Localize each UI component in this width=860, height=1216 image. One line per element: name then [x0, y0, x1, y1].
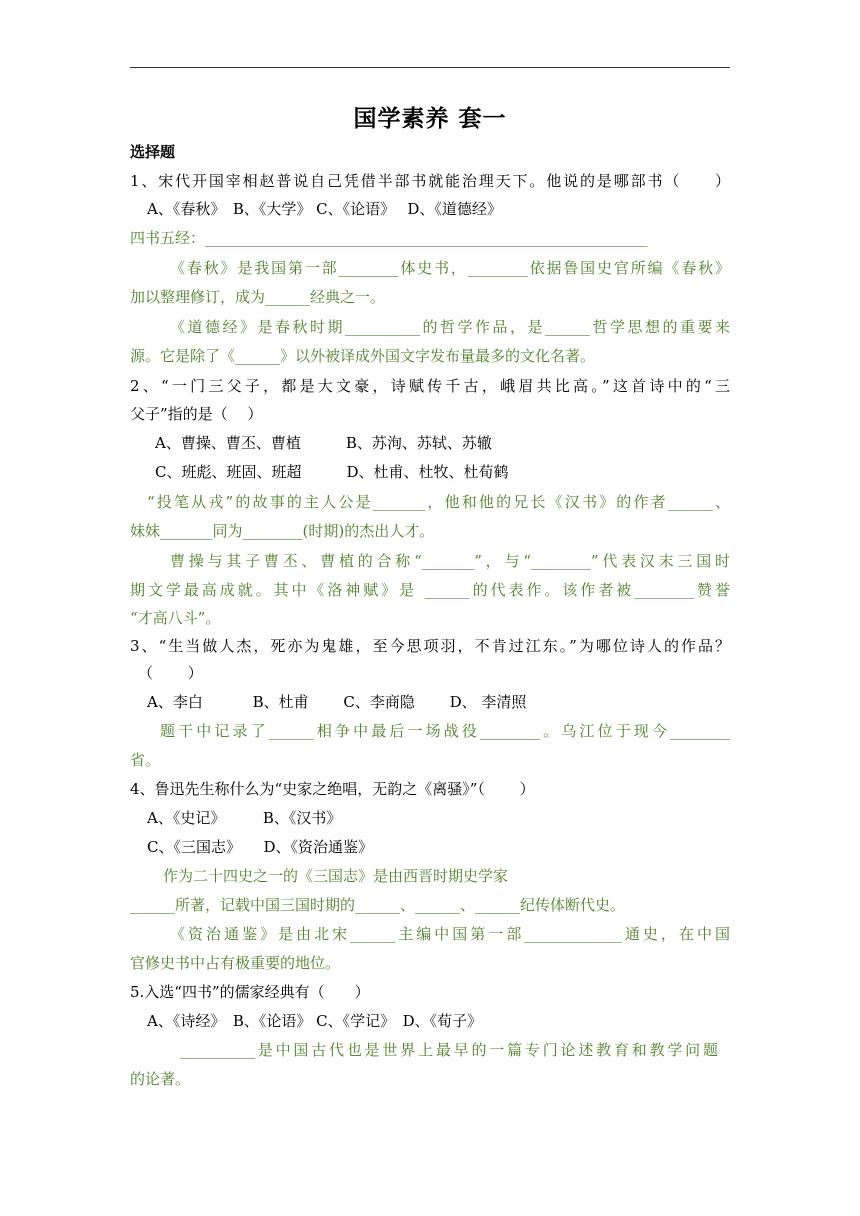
header-rule	[130, 67, 730, 68]
text-line: 曹操与其子曹丕、曹植的合称“_______”，与“________”代表汉末三国时	[170, 552, 730, 570]
text-line: 加以整理修订，成为______经典之一。	[130, 288, 386, 306]
text-line: 妹妹_______同为________(时期)的杰出人才。	[130, 522, 435, 540]
page-title: 国学素养 套一	[353, 106, 507, 132]
text-line: 4、鲁迅先生称什么为“史家之绝唱，无韵之《离骚》”（ ）	[130, 780, 535, 798]
text-line: 题干中记录了______相争中最后一场战役________。乌江位于现今________	[160, 722, 730, 740]
text-line: 四书五经：___________________________________________________________	[130, 229, 648, 247]
text-line: 的论著。	[130, 1070, 191, 1088]
text-line: 省。	[130, 751, 161, 769]
text-line: A、《春秋》 B、《大学》 C、《论语》 D、《道德经》	[147, 200, 502, 218]
section-heading: 选择题	[130, 143, 176, 161]
text-line: 2、“一门三父子，都是大文豪，诗赋传千古，峨眉共比高。”这首诗中的“三	[130, 377, 730, 395]
text-line: 1、宋代开国宰相赵普说自己凭借半部书就能治理天下。他说的是哪部书（ ）	[130, 172, 730, 190]
text-line: A、曹操、曹丕、曹植 B、苏洵、苏轼、苏辙	[155, 434, 492, 452]
text-line: “才高八斗”。	[130, 609, 221, 627]
text-line: 《道德经》是春秋时期__________的哲学作品，是______哲学思想的重要来	[170, 318, 730, 336]
text-line: C、《三国志》 D、《资治通鉴》	[147, 838, 374, 856]
text-line: A、《史记》 B、《汉书》	[147, 809, 342, 827]
text-line: 3、“生当做人杰，死亦为鬼雄，至今思项羽，不肯过江东。”为哪位诗人的作品？	[130, 637, 730, 655]
text-line: A、《诗经》 B、《论语》 C、《学记》 D、《荀子》	[147, 1012, 483, 1030]
text-line: 源。它是除了《______》以外被译成外国文字发布量最多的文化名著。	[130, 347, 596, 365]
text-line: 父子”指的是（ ）	[130, 405, 263, 423]
text-line: “投笔从戎”的故事的主人公是_______，他和他的兄长《汉书》的作者______、	[147, 493, 730, 511]
text-line: （ ）	[138, 664, 203, 682]
text-line: 《资治通鉴》是由北宋______主编中国第一部_____________通史，在中国	[170, 925, 730, 943]
text-line: 作为二十四史之一的《三国志》是由西晋时期史学家	[163, 867, 509, 885]
text-line: 官修史书中占有极重要的地位。	[130, 954, 341, 972]
text-line: C、班彪、班固、班超 D、杜甫、杜牧、杜荀鹤	[155, 463, 509, 481]
text-line: 期文学最高成就。其中《洛神赋》是 ______的代表作。该作者被________赞誉	[130, 581, 730, 599]
text-line: ______所著，记载中国三国时期的______、______、______纪传体断代史。	[130, 896, 626, 914]
text-line: 《春秋》是我国第一部________体史书，________依据鲁国史官所编《春秋》	[170, 259, 730, 277]
text-line: 5.入选“四书”的儒家经典有（ ）	[130, 983, 370, 1001]
text-line: A、李白 B、杜甫 C、李商隐 D、 李清照	[147, 693, 527, 711]
text-line: __________是中国古代也是世界上最早的一篇专门论述教育和教学问题	[180, 1041, 718, 1059]
